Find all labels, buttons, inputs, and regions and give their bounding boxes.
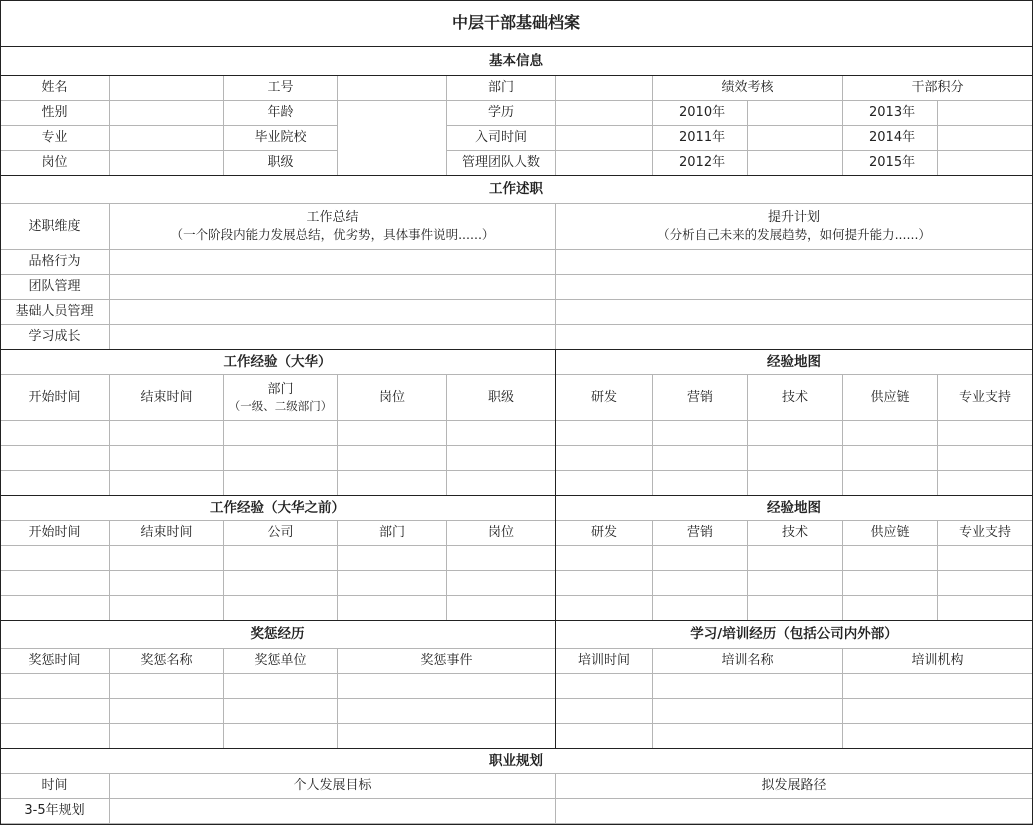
label-major: 专业 [0,126,110,151]
cell-personal-goal[interactable] [110,799,556,824]
border-line [0,748,1033,749]
perf-year-label: 2011年 [653,126,748,151]
section-career-plan: 职业规划 [0,749,1033,774]
section-exp-map-1: 经验地图 [556,350,1033,375]
label-cadre-score: 干部积分 [843,76,1033,101]
label-performance: 绩效考核 [653,76,843,101]
table-cell[interactable] [843,471,938,496]
table-cell[interactable] [224,546,338,571]
review-summary-cell[interactable] [110,275,556,300]
col-position: 岗位 [447,521,556,546]
value-join-date[interactable] [556,126,653,151]
perf-year-label: 2012年 [653,151,748,176]
table-cell[interactable] [556,674,653,699]
table-cell[interactable] [843,421,938,446]
value-team-size[interactable] [556,151,653,176]
table-cell[interactable] [653,571,748,596]
value-education[interactable] [556,101,653,126]
value-gender[interactable] [110,101,224,126]
table-cell[interactable] [224,596,338,621]
col-department: 部门 [338,521,447,546]
section-basic-info: 基本信息 [0,47,1033,76]
table-cell[interactable] [338,446,447,471]
label-school: 毕业院校 [224,126,338,151]
section-awards: 奖惩经历 [0,621,556,649]
table-cell[interactable] [338,596,447,621]
review-plan-cell[interactable] [556,300,1033,325]
table-cell[interactable] [338,724,556,749]
col-training-time: 培训时间 [556,649,653,674]
border-line [0,349,1033,350]
section-exp-before: 工作经验（大华之前） [0,496,556,521]
score-year-value[interactable] [938,126,1033,151]
improvement-plan-header [556,204,1033,250]
photo-area[interactable] [338,101,447,176]
label-join-date: 入司时间 [447,126,556,151]
table-cell[interactable] [748,546,843,571]
table-cell[interactable] [556,546,653,571]
table-cell[interactable] [224,699,338,724]
table-cell[interactable] [938,446,1033,471]
table-cell[interactable] [110,546,224,571]
review-row-label: 学习成长 [0,325,110,350]
col-position: 岗位 [338,375,447,421]
review-summary-cell[interactable] [110,250,556,275]
col-department-title: 部门 [267,381,294,397]
table-cell[interactable] [843,674,1033,699]
col-map-supply-chain: 供应链 [843,521,938,546]
col-training-name: 培训名称 [653,649,843,674]
label-education: 学历 [447,101,556,126]
table-cell[interactable] [338,699,556,724]
table-cell[interactable] [653,674,843,699]
table-cell[interactable] [843,724,1033,749]
table-cell[interactable] [110,674,224,699]
table-cell[interactable] [748,471,843,496]
table-cell[interactable] [338,546,447,571]
review-plan-cell[interactable] [556,250,1033,275]
table-cell[interactable] [110,471,224,496]
value-major[interactable] [110,126,224,151]
table-cell[interactable] [843,571,938,596]
border-line [0,75,1033,76]
table-cell[interactable] [338,421,447,446]
label-team-size: 管理团队人数 [447,151,556,176]
value-department[interactable] [556,76,653,101]
col-development-path: 拟发展路径 [556,774,1033,799]
label-gender: 性别 [0,101,110,126]
value-name[interactable] [110,76,224,101]
table-cell[interactable] [338,571,447,596]
table-cell[interactable] [0,674,110,699]
border-line [0,0,1,825]
col-start-time: 开始时间 [0,375,110,421]
col-map-rnd: 研发 [556,521,653,546]
work-summary-title: 工作总结 [306,210,359,226]
value-employee-no[interactable] [338,76,447,101]
table-cell[interactable] [748,446,843,471]
score-year-label: 2015年 [843,151,938,176]
section-training: 学习/培训经历（包括公司内外部） [556,621,1033,649]
table-cell[interactable] [938,546,1033,571]
table-cell[interactable] [653,421,748,446]
row-3-5-year-plan: 3-5年规划 [0,799,110,824]
section-work-review: 工作述职 [0,176,1033,204]
col-award-time: 奖惩时间 [0,649,110,674]
table-cell[interactable] [843,699,1033,724]
table-cell[interactable] [653,471,748,496]
col-training-org: 培训机构 [843,649,1033,674]
col-map-support: 专业支持 [938,521,1033,546]
col-end-time: 结束时间 [110,521,224,546]
col-time: 时间 [0,774,110,799]
border-line [0,46,1033,47]
table-cell[interactable] [224,471,338,496]
table-cell[interactable] [224,421,338,446]
work-summary-header [110,204,556,250]
col-map-tech: 技术 [748,375,843,421]
table-cell[interactable] [110,446,224,471]
label-employee-no: 工号 [224,76,338,101]
score-year-label: 2014年 [843,126,938,151]
table-cell[interactable] [110,421,224,446]
table-cell[interactable] [0,699,110,724]
table-cell[interactable] [0,546,110,571]
col-department [224,375,338,421]
table-cell[interactable] [843,596,938,621]
border-line [0,620,1033,621]
table-cell[interactable] [556,699,653,724]
col-award-name: 奖惩名称 [110,649,224,674]
table-cell[interactable] [0,471,110,496]
label-position: 岗位 [0,151,110,176]
table-cell[interactable] [556,571,653,596]
table-cell[interactable] [224,724,338,749]
table-cell[interactable] [224,446,338,471]
table-cell[interactable] [556,596,653,621]
table-cell[interactable] [447,571,556,596]
table-cell[interactable] [938,421,1033,446]
table-cell[interactable] [748,596,843,621]
table-cell[interactable] [653,546,748,571]
col-map-marketing: 营销 [653,375,748,421]
cell-development-path[interactable] [556,799,1033,824]
col-level: 职级 [447,375,556,421]
table-cell[interactable] [556,471,653,496]
table-cell[interactable] [0,571,110,596]
label-review-dimension: 述职维度 [0,204,110,250]
review-plan-cell[interactable] [556,275,1033,300]
table-cell[interactable] [447,596,556,621]
table-cell[interactable] [556,421,653,446]
work-summary-hint: （一个阶段内能力发展总结，优劣势，具体事件说明......） [170,226,495,242]
table-cell[interactable] [110,571,224,596]
col-map-rnd: 研发 [556,375,653,421]
improvement-plan-hint: （分析自己未来的发展趋势，如何提升能力......） [657,226,931,242]
table-cell[interactable] [653,724,843,749]
table-cell[interactable] [0,724,110,749]
review-row-label: 品格行为 [0,250,110,275]
border-line [0,175,1033,176]
section-exp-map-2: 经验地图 [556,496,1033,521]
table-cell[interactable] [843,546,938,571]
border-line [555,350,556,749]
review-row-label: 基础人员管理 [0,300,110,325]
perf-year-value[interactable] [748,101,843,126]
label-level: 职级 [224,151,338,176]
review-summary-cell[interactable] [110,300,556,325]
review-row-label: 团队管理 [0,275,110,300]
value-position[interactable] [110,151,224,176]
col-award-unit: 奖惩单位 [224,649,338,674]
perf-year-value[interactable] [748,126,843,151]
table-cell[interactable] [110,724,224,749]
col-end-time: 结束时间 [110,375,224,421]
label-name: 姓名 [0,76,110,101]
table-cell[interactable] [447,421,556,446]
col-map-marketing: 营销 [653,521,748,546]
table-cell[interactable] [556,724,653,749]
section-exp-dahua: 工作经验（大华） [0,350,556,375]
border-line [0,0,1033,1]
table-cell[interactable] [0,421,110,446]
table-cell[interactable] [653,446,748,471]
label-age: 年龄 [224,101,338,126]
review-plan-cell[interactable] [556,325,1033,350]
col-personal-goal: 个人发展目标 [110,774,556,799]
score-year-value[interactable] [938,151,1033,176]
table-cell[interactable] [224,571,338,596]
table-cell[interactable] [338,471,447,496]
table-cell[interactable] [938,596,1033,621]
table-cell[interactable] [447,471,556,496]
col-company: 公司 [224,521,338,546]
table-cell[interactable] [0,596,110,621]
table-cell[interactable] [0,446,110,471]
col-map-supply-chain: 供应链 [843,375,938,421]
review-summary-cell[interactable] [110,325,556,350]
perf-year-value[interactable] [748,151,843,176]
table-cell[interactable] [556,446,653,471]
table-cell[interactable] [748,571,843,596]
form-title: 中层干部基础档案 [0,0,1033,47]
col-map-support: 专业支持 [938,375,1033,421]
table-cell[interactable] [110,596,224,621]
table-cell[interactable] [447,446,556,471]
col-award-event: 奖惩事件 [338,649,556,674]
table-cell[interactable] [224,674,338,699]
table-cell[interactable] [748,421,843,446]
col-department-note: （一级、二级部门） [228,398,333,413]
table-cell[interactable] [938,471,1033,496]
perf-year-label: 2010年 [653,101,748,126]
table-cell[interactable] [653,596,748,621]
table-cell[interactable] [338,674,556,699]
improvement-plan-title: 提升计划 [767,210,820,226]
col-map-tech: 技术 [748,521,843,546]
table-cell[interactable] [653,699,843,724]
score-year-value[interactable] [938,101,1033,126]
col-start-time: 开始时间 [0,521,110,546]
label-department: 部门 [447,76,556,101]
table-cell[interactable] [447,546,556,571]
border-line [0,495,1033,496]
score-year-label: 2013年 [843,101,938,126]
table-cell[interactable] [110,699,224,724]
table-cell[interactable] [938,571,1033,596]
table-cell[interactable] [843,446,938,471]
